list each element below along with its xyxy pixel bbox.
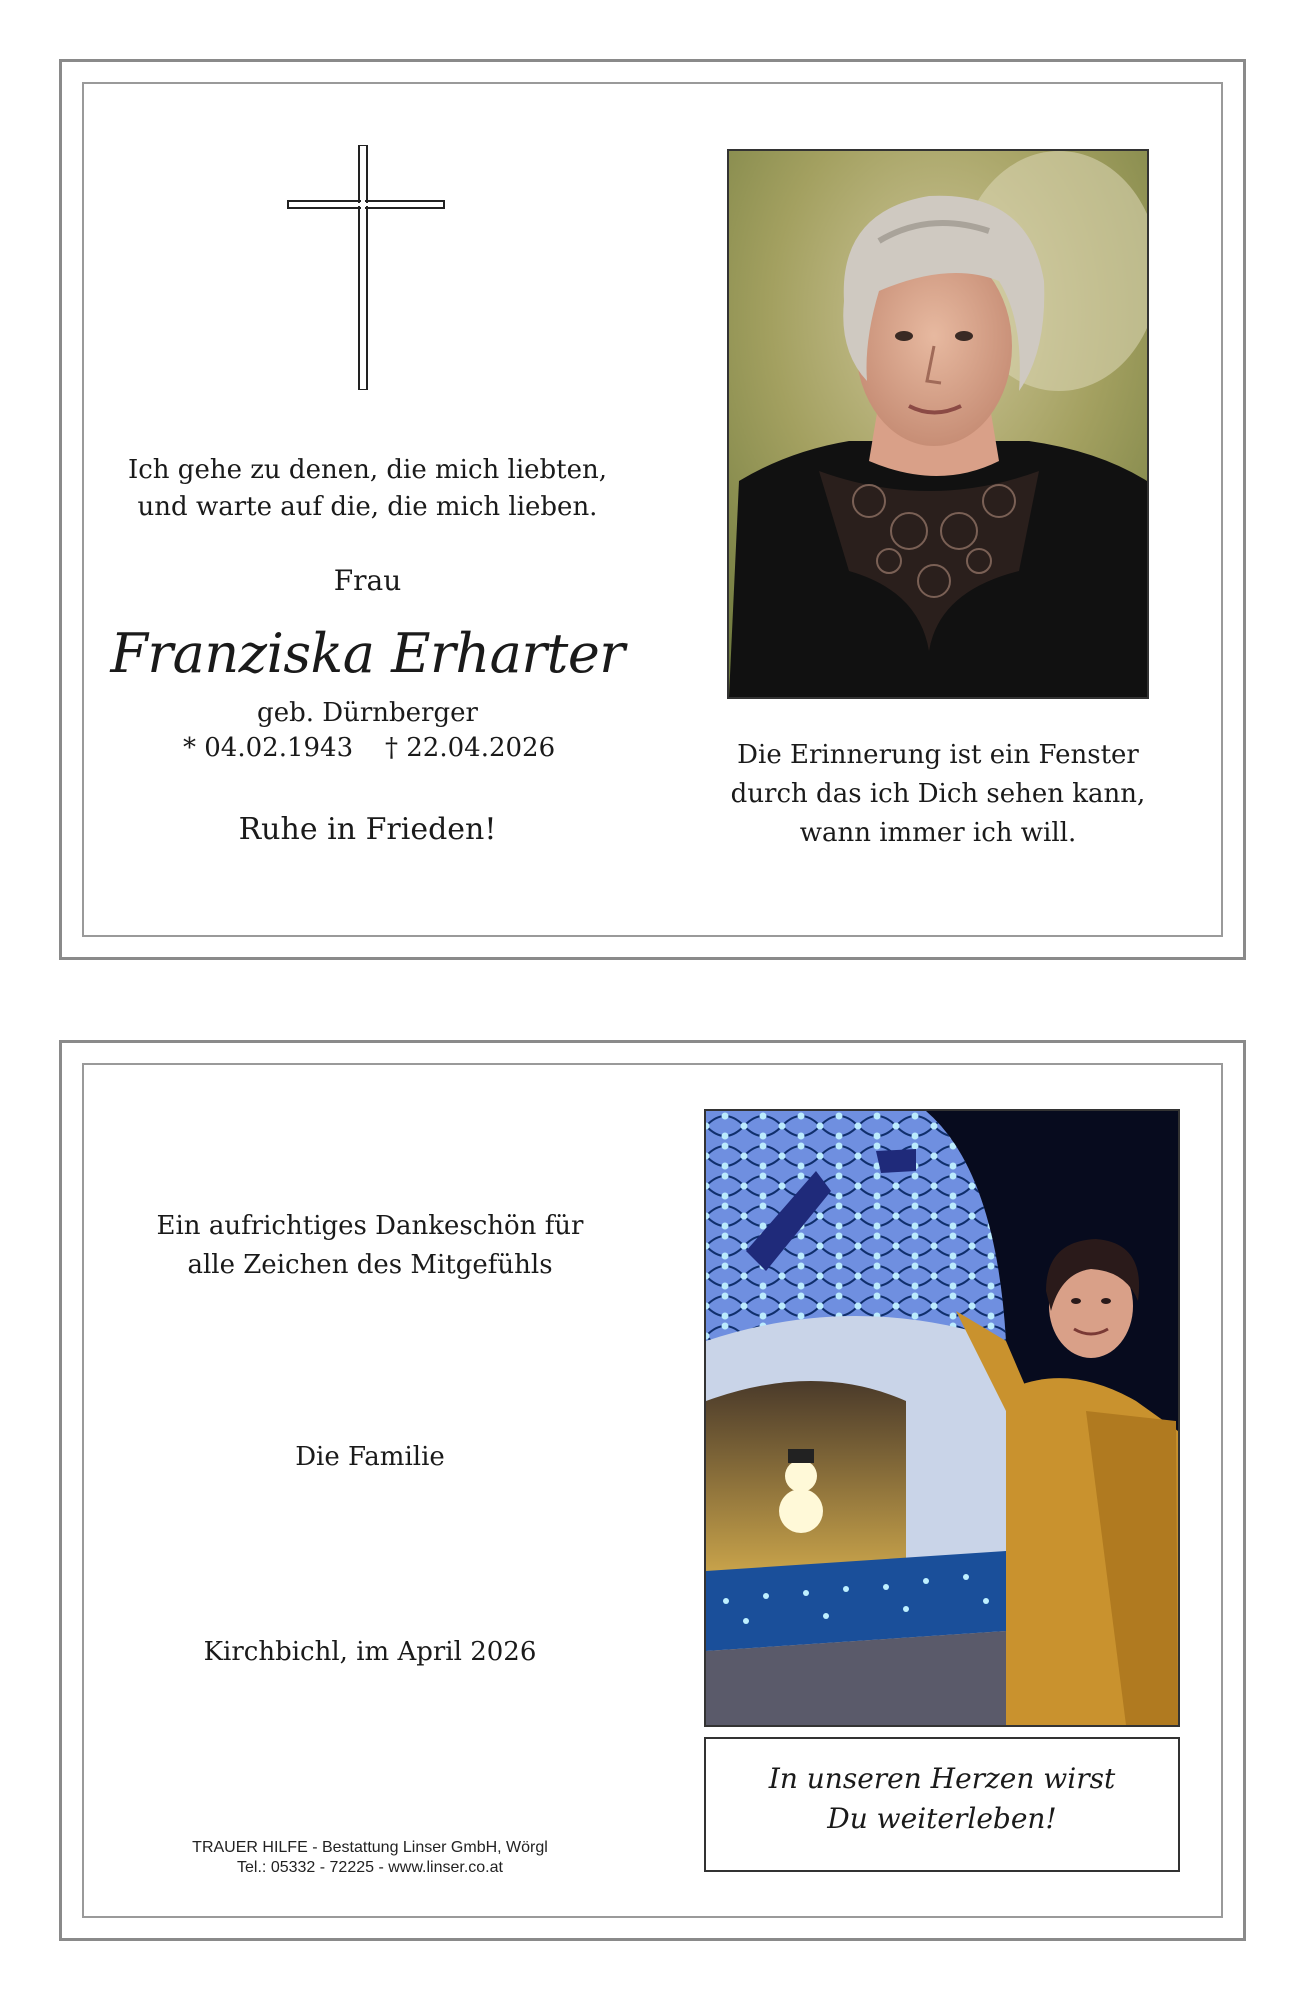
thanks-line-1: Ein aufrichtiges Dankeschön für <box>156 1211 584 1241</box>
memory-photo <box>704 1109 1180 1727</box>
script-quote-line-1: In unseren Herzen wirst <box>768 1762 1116 1795</box>
quote-left-line-1: Ich gehe zu denen, die mich liebten, <box>127 455 608 485</box>
script-quote <box>706 1759 1178 1839</box>
maiden-name: geb. Dürnberger <box>257 698 478 728</box>
thanks-text <box>100 1207 640 1285</box>
cross-icon <box>286 145 448 390</box>
portrait-illustration <box>729 151 1147 697</box>
thanks-line-2: alle Zeichen des Mitgefühls <box>187 1250 553 1280</box>
footer-line-1: TRAUER HILFE - Bestattung Linser GmbH, Wörgl <box>192 1839 548 1856</box>
funeral-home-footer <box>100 1838 640 1878</box>
farewell: Ruhe in Frieden! <box>238 812 497 847</box>
quote-right-line-3: wann immer ich will. <box>799 818 1077 848</box>
quote-left-line-2: und warte auf die, die mich lieben. <box>137 492 598 522</box>
footer-line-2: Tel.: 05332 - 72225 - www.linser.co.at <box>237 1859 503 1876</box>
deceased-name: Franziska Erharter <box>110 622 625 685</box>
birth-date: * 04.02.1943 <box>183 733 354 763</box>
quote-right-line-2: durch das ich Dich sehen kann, <box>730 779 1146 809</box>
family-signature: Die Familie <box>295 1442 445 1472</box>
memory-illustration <box>706 1111 1178 1725</box>
salutation: Frau <box>333 564 402 597</box>
place-date: Kirchbichl, im April 2026 <box>203 1637 537 1667</box>
quote-right-line-1: Die Erinnerung ist ein Fenster <box>737 740 1139 770</box>
quote-left <box>100 452 635 526</box>
portrait-photo <box>727 149 1149 699</box>
script-quote-box <box>704 1737 1180 1872</box>
death-date: † 22.04.2026 <box>385 733 556 763</box>
quote-right <box>700 736 1176 853</box>
script-quote-line-2: Du weiterleben! <box>827 1802 1057 1835</box>
